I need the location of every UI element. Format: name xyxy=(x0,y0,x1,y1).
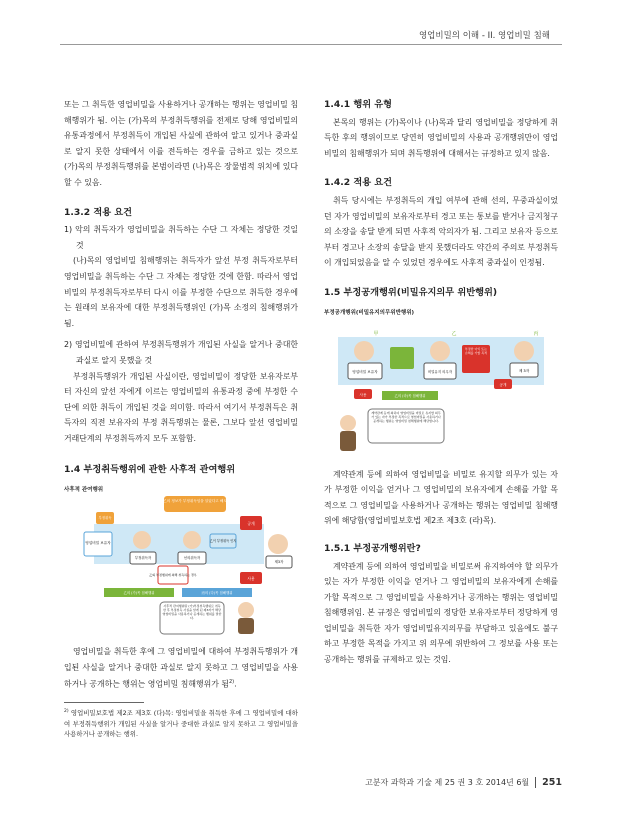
fig1-bar-1-label: 乙의 (가)목 침해행위 xyxy=(123,591,155,596)
heading-1-5: 1.5 부정공개행위(비밀유지의무 위반행위) xyxy=(324,286,498,298)
heading-1-3-2: 1.3.2 적용 요건 xyxy=(64,206,133,218)
fig1-c-label: 선의취득자 xyxy=(183,556,201,561)
fig1-top-box-text: 乙의 정보가 부정취득임을 알았다고 해도 xyxy=(163,499,227,504)
footnote-ref-2: 2) xyxy=(229,679,235,686)
heading-1-5-1: 1.5.1 부정공개행위란? xyxy=(324,542,421,554)
footnote-rule xyxy=(64,702,144,703)
fig1-use-label: 사용 xyxy=(247,576,255,582)
page-footer xyxy=(365,777,562,788)
fig2-narrator-body xyxy=(340,431,356,451)
footnote-2 xyxy=(64,707,298,738)
fig2-bubble-text-wrap xyxy=(370,411,442,443)
left-paragraph-1: 또는 그 취득한 영업비밀을 사용하거나 공개하는 행위는 영업비밀 침해행위가 됨. 이는 (가)목의 부정취득행위를 전제로 당해 영업비밀의 유통과정에서 부정취득이 개입된 사실에 관하여 알고 있거나 중과실로 알지 못한 상태에서 이를 전득하는 경우를 금하고 있는 것으로 (가)목의 부정취득행위를 본범이라면 (나)목은 장물범적 위치에 있다 할 수 있음. xyxy=(64,100,298,187)
fig2-use-label: 사용 xyxy=(359,392,367,397)
requirement-2-body: 부정취득행위가 개입된 사실이란, 영업비밀이 정당한 보유자로부터 자신의 앞선 자에게 이르는 영업비밀의 유통과정 중에 부정한 수단에 의한 취득이 개입된 것을 의미함. 따라서 여기서 부정취득은 취득자의 직전 보유자의 부정 취득행위는 물론, 그보다 앞선 영업비밀 거래단계의 부정취득까지 모두 포함함. xyxy=(64,371,298,443)
fig2-bubble-text: 계약관계 등에 의하여 영업비밀을 비밀로 유지할 의무가 있는 자가 부정한 목적으로 영업비밀을 사용하거나 공개하는 행위는 영업비밀 침해행위에 해당합니다. xyxy=(371,410,441,423)
fig2-owner-label: 영업비밀 보유자 xyxy=(352,369,378,374)
figure-unjust-disclosure xyxy=(324,309,558,459)
right-paragraph-1-5-1: 계약관계 등에 의하여 영업비밀을 비밀로써 유지하여야 할 의무가 있는 자가 부정한 이익을 얻거나 그 영업비밀의 보유자에게 손해를 가할 목적으로 그 영업비밀을 사용하거나 공개하는 행위는 영업비밀 침해행위임. 본 규정은 영업비밀의 정당한 보유자로부터 정당하게 영업비밀을 취득한 자가 영업비밀유지의무를 부담하고 있음에도 불구하고 부정한 목적을 가지고 위 의무에 위반하여 그 정보를 사용 또는 공개하는 행위를 규제하고 있는 것임. xyxy=(324,561,558,665)
left-paragraph-after-figure: 영업비밀을 취득한 후에 그 영업비밀에 대하여 부정취득행위가 개입된 사실을 알거나 중대한 과실로 알지 못하고 그 영업비밀을 사용하거나 공개하는 행위는 영업비밀 침해행위가 됨$^{2)}$. xyxy=(64,647,298,689)
fig2-person-owner xyxy=(354,341,374,361)
fig2-gain-label: 부정한 이익 또는 손해를 가할 목적 xyxy=(464,346,488,355)
fig2-mid-label: 비밀유지 의무자 xyxy=(427,369,453,374)
fig1-bar-2-label: 丙의 (다)목 침해행위 xyxy=(201,591,233,596)
fig1-bubble-text-wrap xyxy=(162,604,222,634)
fig1-person-e xyxy=(268,534,288,554)
requirement-1-body: (나)목의 영업비밀 침해행위는 취득자가 앞선 부정 취득자로부터 영업비밀을 취득하는 수단 그 자체는 정당한 것에 한함. 따라서 영업비밀의 부정취득자로부터 다시 이를 부정한 수단으로 취득한 경우에는 원래의 보유자에 대한 부정취득행위인 (가)목 소정의 침해행위가 됨. xyxy=(64,256,298,328)
figure-2-title: 부정공개행위(비밀유지의무위반행위) xyxy=(324,309,415,316)
right-paragraph-1-5: 계약관계 등에 의하여 영업비밀을 비밀로 유지할 의무가 있는 자가 부정한 이익을 얻거나 그 영업비밀의 보유자에게 손해를 가할 목적으로 그 영업비밀을 사용하거나 공개하는 행위는 영업비밀 침해행위에 해당함(영업비밀보호법 제2조 제3호 (라)목). xyxy=(324,469,558,526)
footnote-2-number: 2) xyxy=(64,709,69,715)
fig1-person-b xyxy=(133,531,151,549)
fig2-person-b xyxy=(430,341,450,361)
figure-1-title: 사후적 관여행위 xyxy=(64,487,104,494)
left-paragraph-after-figure-text: 영업비밀을 취득한 후에 그 영업비밀에 대하여 부정취득행위가 개입된 사실을 알거나 중대한 과실로 알지 못하고 그 영업비밀을 사용하거나 공개하는 행위는 영업비밀 침해행위가 됨 xyxy=(64,647,298,689)
right-paragraph-1-4-2: 취득 당시에는 부정취득의 개입 여부에 관해 선의, 무중과실이었던 자가 영업비밀의 보유자로부터 경고 또는 통보를 받거나 금지청구의 소장을 송달 받게 되면 사후적 악의자가 됨. 그리고 보유자 등으로부터 경고나 소장의 송달을 받지 못했더라도 약간의 주의로 부정취득이 개입되었음을 알 수 있었던 경우에도 사후적 중과실이 인정됨. xyxy=(324,195,558,268)
fig2-gain-text-wrap xyxy=(463,347,489,371)
fig2-third-label: 제 3자 xyxy=(518,368,530,373)
fig1-pub-label: 공개 xyxy=(247,521,255,527)
fig2-narrator-head xyxy=(340,415,356,431)
header-rule xyxy=(60,44,562,45)
heading-1-4-1: 1.4.1 행위 유형 xyxy=(324,99,393,110)
footnote-2-text: 영업비밀보호법 제2조 제3호 (다)목: 영업비밀을 취득한 후에 그 영업비밀에 대하여 부정취득행위가 개입된 사실을 알거나 중대한 과실로 알지 못하고 그 영업비밀을 사용하거나 공개하는 행위. xyxy=(64,709,298,738)
fig1-narrator-head xyxy=(238,602,254,618)
fig2-pub-label: 공개 xyxy=(499,382,507,387)
right-column xyxy=(324,97,558,668)
heading-1-4-2: 1.4.2 적용 요건 xyxy=(324,177,393,189)
fig1-e-label: 제3자 xyxy=(274,560,284,565)
heading-1-4: 1.4 부정취득행위에 관한 사후적 관여행위 xyxy=(64,464,236,476)
fig1-d-label: 乙이 부정취득 인지 xyxy=(209,539,237,544)
fig1-a-label: 부정취득 xyxy=(98,516,112,521)
page-number: 251 xyxy=(535,777,562,788)
fig2-c-label: 丙 xyxy=(533,330,539,337)
requirement-2: 2) 영업비밀에 관하여 부정취득행위가 개입된 사실을 알거나 중대한 과실로 알지 못했을 것 xyxy=(64,340,298,365)
fig2-contract-box xyxy=(390,347,414,369)
fig1-person-c xyxy=(183,531,201,549)
fig1-gain-label: 乙의 부정행위에 의해 취득하는 경우 xyxy=(149,573,197,578)
fig2-b-label: 乙 xyxy=(451,330,457,337)
fig1-owner-label: 영업비밀 보유자 xyxy=(85,541,111,546)
fig1-narrator-body xyxy=(238,618,254,634)
fig2-bar-label: 乙의 (라)목 침해행위 xyxy=(394,393,426,398)
figure-1-diagram xyxy=(64,494,298,636)
right-paragraph-1-4-1: 본목의 행위는 (가)목이나 (나)목과 달리 영업비밀을 정당하게 취득한 후의 행위이므로 당연히 영업비밀의 사용과 공개행위만이 영업비밀의 침해행위가 되며 취득행위에 대해서는 규정하고 있지 않음. xyxy=(324,117,558,158)
figure-2-diagram xyxy=(324,317,558,459)
journal-info: 고분자 과학과 기술 제 25 권 3 호 2014년 6월 xyxy=(365,778,530,787)
page-header xyxy=(0,0,622,48)
fig2-a-label: 甲 xyxy=(373,330,379,337)
fig1-b-label: 부정취득자 xyxy=(134,556,152,561)
requirement-1: 1) 악의 취득자가 영업비밀을 취득하는 수단 그 자체는 정당한 것일 것 xyxy=(64,225,298,250)
fig2-person-third xyxy=(514,341,534,361)
fig1-bubble-text: 사후적 관여행위란 (가)부정취득행위로 취득한 후 부정취득 사실을 알게 된 제3자가 해당 영업비밀을 사용하거나 공개하는 행위를 말한다. xyxy=(162,604,222,621)
figure-post-involvement xyxy=(64,486,298,636)
running-head: 영업비밀의 이해 - II. 영업비밀 침해 xyxy=(418,31,550,41)
left-column xyxy=(64,97,298,739)
